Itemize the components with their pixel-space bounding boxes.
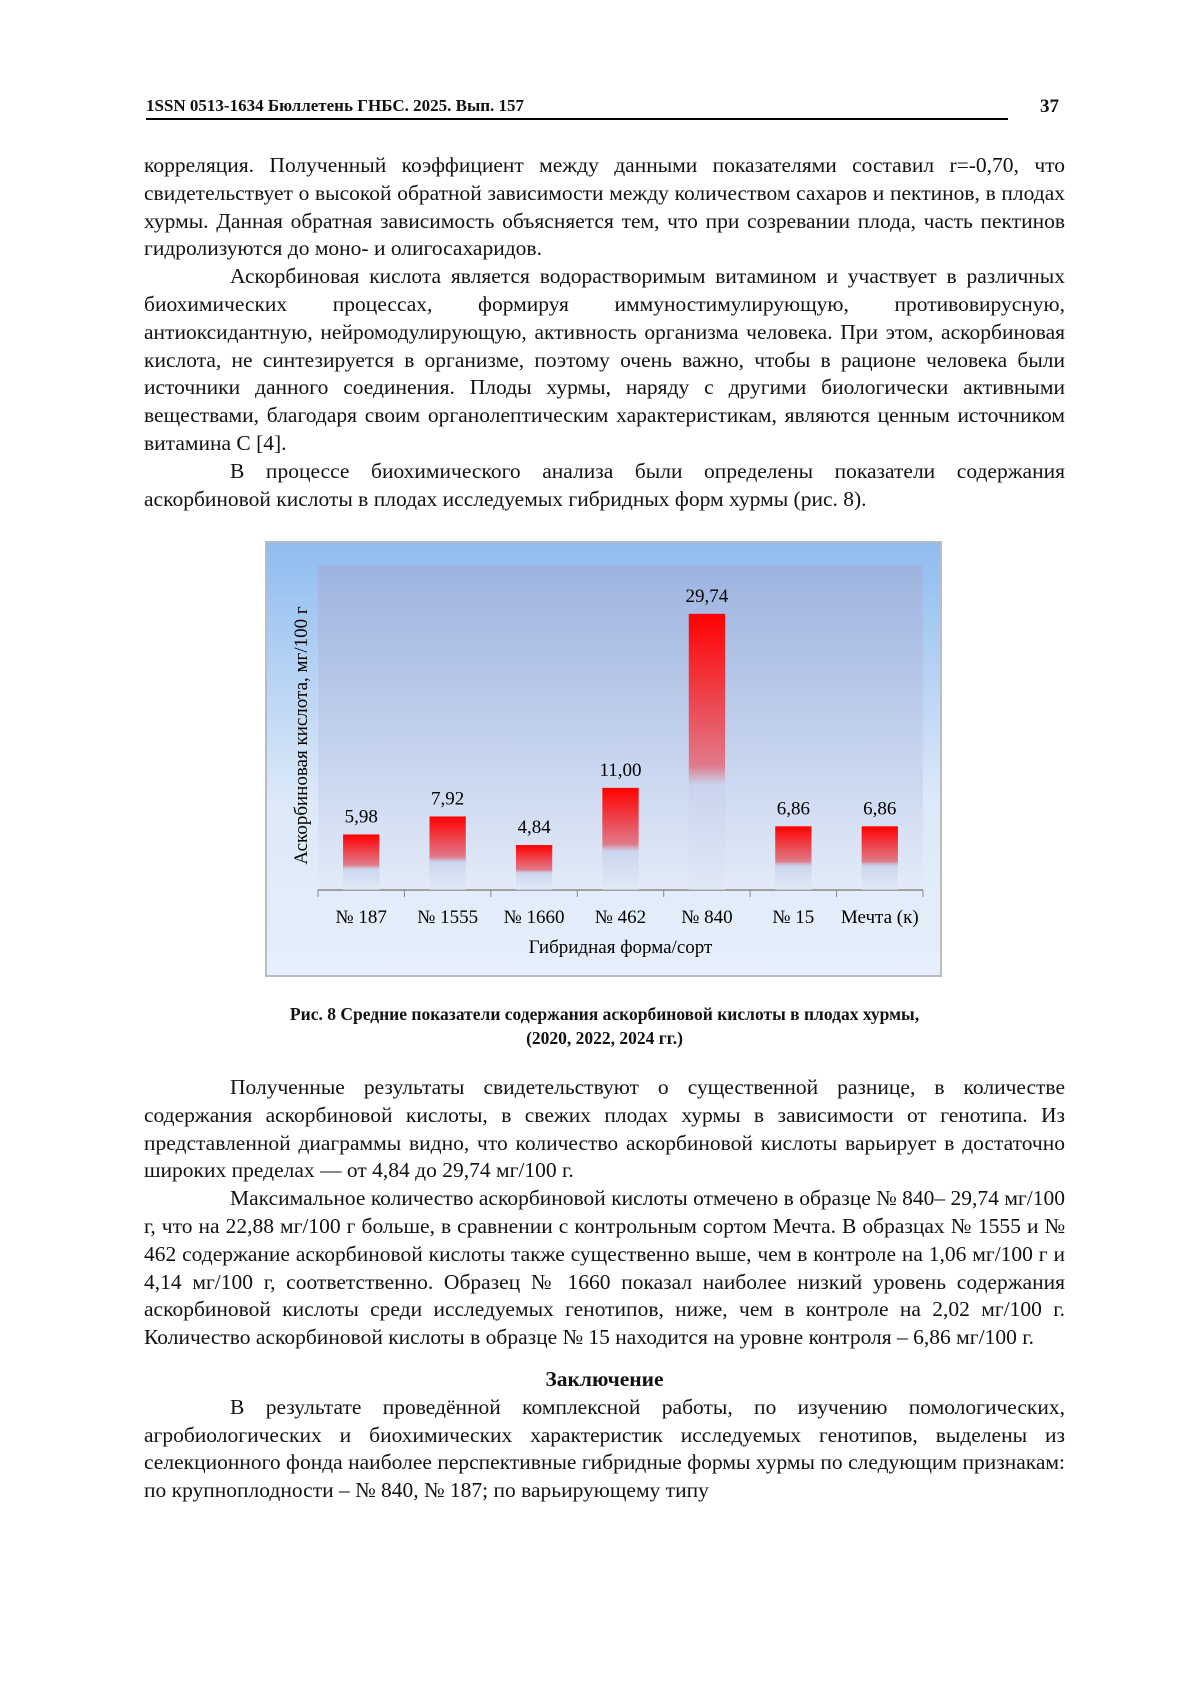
x-tick-label: № 15 [772, 907, 815, 928]
bar [602, 788, 638, 890]
data-label: 11,00 [599, 759, 642, 781]
paragraph: В процессе биохимического анализа были определены показатели содержания аскорбиновой кислоты в плодах исследуемых гибридных форм хурмы (рис. 8). [144, 458, 1065, 511]
paragraph: Полученные результаты свидетельствуют о существенной разнице, в количестве содержания аскорбиновой кислоты, в свежих плодах хурмы в зависимости от генотипа. Из представленной диаграммы видно, что количество аскорбиновой кислоты варьирует в достаточно широких пределах — от 4,84 до 29,74 мг/100 г. [144, 1075, 1065, 1183]
data-label: 7,92 [431, 788, 465, 810]
bar [689, 614, 725, 890]
caption-line: (2020, 2022, 2024 гг.) [526, 1028, 683, 1048]
bar [429, 816, 465, 890]
page-number: 37 [1040, 96, 1059, 117]
x-tick-label: № 1660 [503, 907, 565, 928]
figure-caption [144, 1002, 1065, 1050]
paragraph: корреляция. Полученный коэффициент между данными показателями составил r=-0,70, что свидетельствует о высокой обратной зависимости между количеством сахаров и пектинов, в плодах хурмы. Данная обратная зависимость объясняется тем, что при созревании плода, часть пектинов гидролизуются до моно- и олигосахаридов. [144, 153, 1065, 261]
x-axis-title: Гибридная форма/сорт [528, 937, 713, 958]
x-tick-label: № 462 [594, 907, 647, 928]
data-label: 6,86 [776, 798, 810, 820]
chart-svg [267, 543, 940, 975]
paragraph: В результате проведённой комплексной работы, по изучению помологических, агробиологических и биохимических характеристик исследуемых генотипов, выделены из селекционного фонда наиболее перспективные гибридные формы хурмы по следующим признакам: по крупноплодности – № 840, № 187; по варьирующему типу [144, 1394, 1065, 1503]
caption-line: Рис. 8 Средние показатели содержания аскорбиновой кислоты в плодах хурмы, [289, 1004, 920, 1024]
x-tick-label: № 840 [681, 907, 733, 928]
data-label: 5,98 [344, 806, 378, 828]
running-header: 1SSN 0513-1634 Бюллетень ГНБС. 2025. Вып. 157 [146, 96, 1008, 120]
data-label: 6,86 [863, 798, 897, 820]
x-tick-label: № 187 [335, 907, 387, 928]
bar [516, 845, 552, 890]
paragraph: Аскорбиновая кислота является водорастворимым витамином и участвует в различных биохимических процессах, формируя иммуностимулирующую, противовирусную, антиоксидантную, нейромодулирующую, активность организма человека. При этом, аскорбиновая кислота, не синтезируется в организме, поэтому очень важно, чтобы в рационе человека были источники данного соединения. Плоды хурмы, наряду с другими биологически активными веществами, благодаря своим органолептическим характеристикам, являются ценным источником витамина С [4]. [144, 264, 1065, 455]
paragraph: Максимальное количество аскорбиновой кислоты отмечено в образце № 840– 29,74 мг/100 г, что на 22,88 мг/100 г больше, в сравнении с контрольным сортом Мечта. В образцах № 1555 и № 462 содержание аскорбиновой кислоты также существенно выше, чем в контроле на 1,06 мг/100 г и 4,14 мг/100 г, соответственно. Образец № 1660 показал наиболее низкий уровень содержания аскорбиновой кислоты среди исследуемых генотипов, ниже, чем в контроле на 2,02 мг/100 г. Количество аскорбиновой кислоты в образце № 15 находится на уровне контроля – 6,86 мг/100 г. [144, 1186, 1065, 1350]
x-tick-label: № 1555 [417, 907, 479, 928]
y-axis-title: Аскорбиновая кислота, мг/100 г [291, 606, 312, 865]
data-label: 4,84 [517, 817, 551, 839]
bar [862, 826, 898, 890]
section-heading: Заключение [545, 1366, 664, 1391]
bar-chart [265, 541, 942, 977]
data-label: 29,74 [685, 585, 729, 607]
body-text-bottom [144, 1074, 1065, 1505]
body-text-top [144, 152, 1065, 513]
x-tick-label: Мечта (к) [840, 907, 919, 928]
bar [775, 826, 811, 890]
bar [343, 834, 379, 890]
